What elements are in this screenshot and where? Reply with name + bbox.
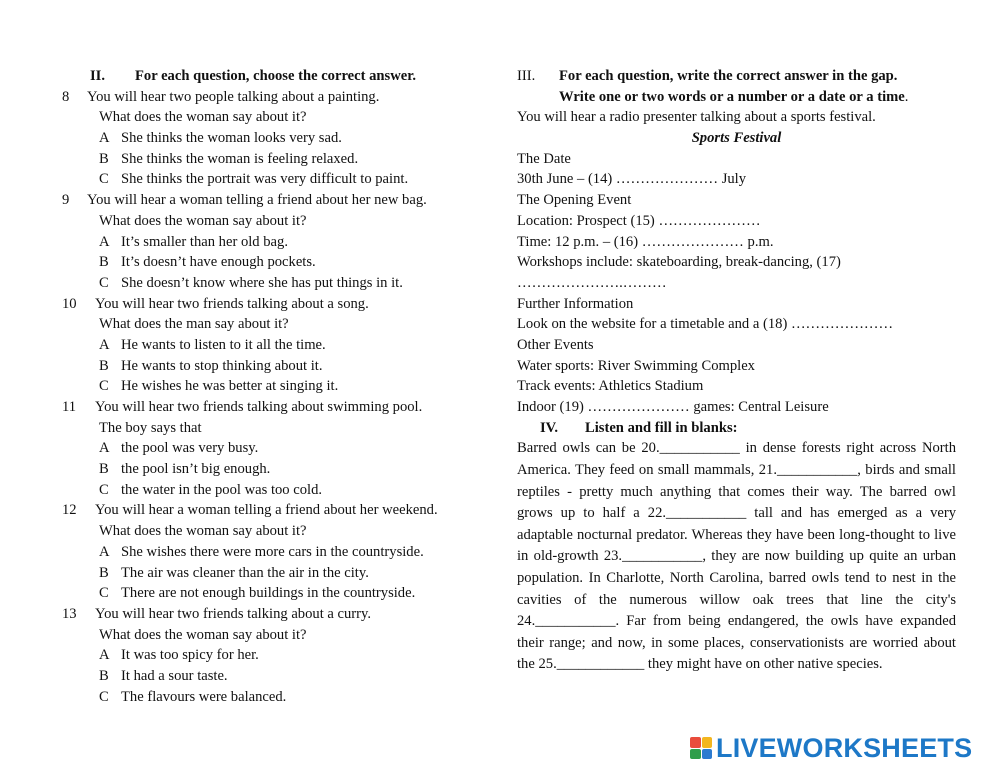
festival-note-line: Other Events [517, 336, 594, 353]
option-text: The air was cleaner than the air in the city. [121, 564, 369, 581]
festival-note-line: Look on the website for a timetable and a (18) ………………… [517, 316, 894, 333]
sports-festival-title: Sports Festival [691, 130, 782, 147]
option-text: It’s doesn’t have enough pockets. [121, 254, 316, 271]
question-number: 10 [62, 295, 77, 312]
question-text: You will hear two friends talking about swimming pool. [95, 399, 423, 415]
question-11 [62, 397, 502, 500]
answer-option[interactable] [62, 687, 502, 708]
option-text: It was too spicy for her. [121, 647, 259, 664]
answer-option[interactable] [62, 666, 502, 687]
question-number: 13 [62, 605, 77, 622]
option-letter: B [99, 150, 109, 167]
option-letter: C [99, 688, 109, 705]
question-prompt [62, 397, 502, 418]
question-10 [62, 294, 502, 397]
option-letter: C [99, 171, 109, 188]
answer-option[interactable] [62, 356, 502, 377]
festival-note-line: Time: 12 p.m. – (16) ………………… p.m. [517, 233, 774, 250]
question-13 [62, 604, 502, 707]
answer-option[interactable] [62, 169, 502, 190]
question-text: You will hear a woman telling a friend about her weekend. [95, 502, 438, 519]
question-text: You will hear two friends talking about a song. [95, 295, 369, 312]
question-8 [62, 87, 502, 190]
question-text: You will hear two people talking about a painting. [87, 88, 380, 105]
section-2-numeral: II. [90, 68, 106, 84]
section-3 [517, 66, 956, 676]
answer-option[interactable] [62, 645, 502, 666]
question-list [62, 87, 502, 708]
section-3-heading [517, 66, 956, 87]
logo-square-blue [702, 749, 713, 760]
option-text: It had a sour taste. [121, 667, 228, 684]
answer-option[interactable] [62, 376, 502, 397]
question-12 [62, 500, 502, 603]
question-subprompt: What does the woman say about it? [99, 626, 307, 643]
option-text: She thinks the portrait was very difficult to paint. [121, 171, 409, 188]
question-9 [62, 190, 502, 293]
option-letter: C [99, 274, 109, 291]
festival-note-line: Workshops include: skateboarding, break-dancing, (17) [517, 254, 841, 271]
logo-square-yellow [702, 737, 713, 748]
festival-note-line: The Opening Event [517, 192, 632, 209]
answer-option[interactable] [62, 128, 502, 149]
festival-note-line: ………………….……… [517, 274, 667, 291]
question-text: You will hear two friends talking about a curry. [95, 605, 372, 622]
section-2-title: For each question, choose the correct answer. [135, 68, 417, 84]
option-text: He wants to listen to it all the time. [121, 336, 326, 353]
answer-option[interactable] [62, 459, 502, 480]
logo-text: LIVEWORKSHEETS [716, 732, 973, 763]
question-text: You will hear a woman telling a friend about her new bag. [87, 192, 427, 209]
answer-option[interactable] [62, 438, 502, 459]
option-letter: C [99, 585, 109, 602]
section-3-numeral: III. [517, 68, 536, 84]
logo-square-red [690, 737, 701, 748]
question-number: 12 [62, 502, 77, 519]
answer-option[interactable] [62, 583, 502, 604]
section-2 [62, 66, 502, 707]
question-prompt [62, 500, 502, 521]
section-2-heading [62, 66, 502, 87]
question-number: 8 [62, 88, 70, 105]
question-subprompt: What does the woman say about it? [99, 109, 307, 126]
option-letter: A [99, 336, 110, 353]
festival-note-line: Water sports: River Swimming Complex [517, 357, 755, 374]
section-3-subheading: Write one or two words or a number or a date or a time. [559, 88, 909, 105]
festival-note-line: Location: Prospect (15) ………………… [517, 212, 761, 229]
option-text: She thinks the woman looks very sad. [121, 130, 342, 147]
option-letter: B [99, 357, 109, 374]
option-letter: A [99, 543, 110, 560]
festival-note-line: 30th June – (14) ………………… July [517, 171, 747, 188]
answer-option[interactable] [62, 563, 502, 584]
option-text: He wishes he was better at singing it. [121, 378, 339, 395]
answer-option[interactable] [62, 335, 502, 356]
answer-option[interactable] [62, 273, 502, 294]
option-text: She doesn’t know where she has put things in it. [121, 274, 403, 291]
question-number: 11 [62, 399, 77, 415]
logo-square-green [690, 749, 701, 760]
option-letter: C [99, 378, 109, 395]
option-text: She wishes there were more cars in the countryside. [121, 543, 424, 560]
section-3-title: For each question, write the correct answer in the gap. [559, 68, 898, 84]
option-letter: A [99, 647, 110, 664]
option-letter: B [99, 564, 109, 581]
question-subprompt: What does the woman say about it? [99, 523, 307, 540]
answer-option[interactable] [62, 252, 502, 273]
section-4-numeral: IV. [540, 419, 558, 436]
question-number: 9 [62, 192, 70, 209]
question-prompt [62, 190, 502, 211]
section-3-intro: You will hear a radio presenter talking about a sports festival. [517, 109, 876, 126]
question-prompt [62, 294, 502, 315]
festival-note-line: Further Information [517, 295, 634, 312]
festival-note-line: Indoor (19) ………………… games: Central Leisure [517, 399, 829, 415]
answer-option[interactable] [62, 232, 502, 253]
question-prompt [62, 604, 502, 625]
option-text: the pool was very busy. [121, 440, 259, 457]
option-letter: B [99, 254, 109, 271]
question-subprompt: The boy says that [99, 419, 202, 436]
option-text: the pool isn’t big enough. [121, 461, 271, 478]
option-letter: A [99, 130, 110, 147]
option-text: the water in the pool was too cold. [121, 481, 323, 498]
liveworksheets-logo [690, 733, 972, 763]
option-letter: B [99, 461, 109, 478]
answer-option[interactable] [62, 480, 502, 501]
answer-option[interactable] [62, 542, 502, 563]
question-subprompt: What does the man say about it? [99, 316, 289, 333]
option-letter: B [99, 667, 109, 684]
section-4-heading [517, 418, 956, 439]
question-prompt [62, 87, 502, 108]
option-text: He wants to stop thinking about it. [121, 357, 323, 374]
option-text: The flavours were balanced. [121, 688, 287, 705]
festival-note-line: The Date [517, 150, 571, 167]
option-text: She thinks the woman is feeling relaxed. [121, 150, 359, 167]
answer-option[interactable] [62, 149, 502, 170]
option-letter: A [99, 440, 110, 457]
option-text: It’s smaller than her old bag. [121, 233, 288, 250]
option-letter: A [99, 233, 110, 250]
question-subprompt: What does the woman say about it? [99, 212, 307, 229]
option-text: There are not enough buildings in the countryside. [121, 585, 416, 602]
option-letter: C [99, 481, 109, 498]
owl-paragraph: Barred owls can be 20.___________ in dense forests right across North America. They feed on small mammals, 21.___________, birds and small reptiles - pretty much anything that comes their way. The barred owl grows up to half a 22.___________ tall and has emerged as a very adaptable nocturnal predator. Whereas they have been long-thought to live in old-growth 23.___________, they are now building up quite an urban population. In Charlotte, North Carolina, barred owls tend to nest in the cavities of the numerous willow oak trees that line the city's 24.___________. Far from being endangered, the owls have expanded their range; and now, in some places, conservationists are worried about the 25.____________ they might have on other native species. [517, 440, 956, 673]
festival-note-line: Track events: Athletics Stadium [517, 378, 704, 395]
logo-mark-icon [690, 737, 712, 759]
section-4-title: Listen and fill in blanks: [585, 419, 738, 436]
festival-notes [517, 149, 956, 418]
